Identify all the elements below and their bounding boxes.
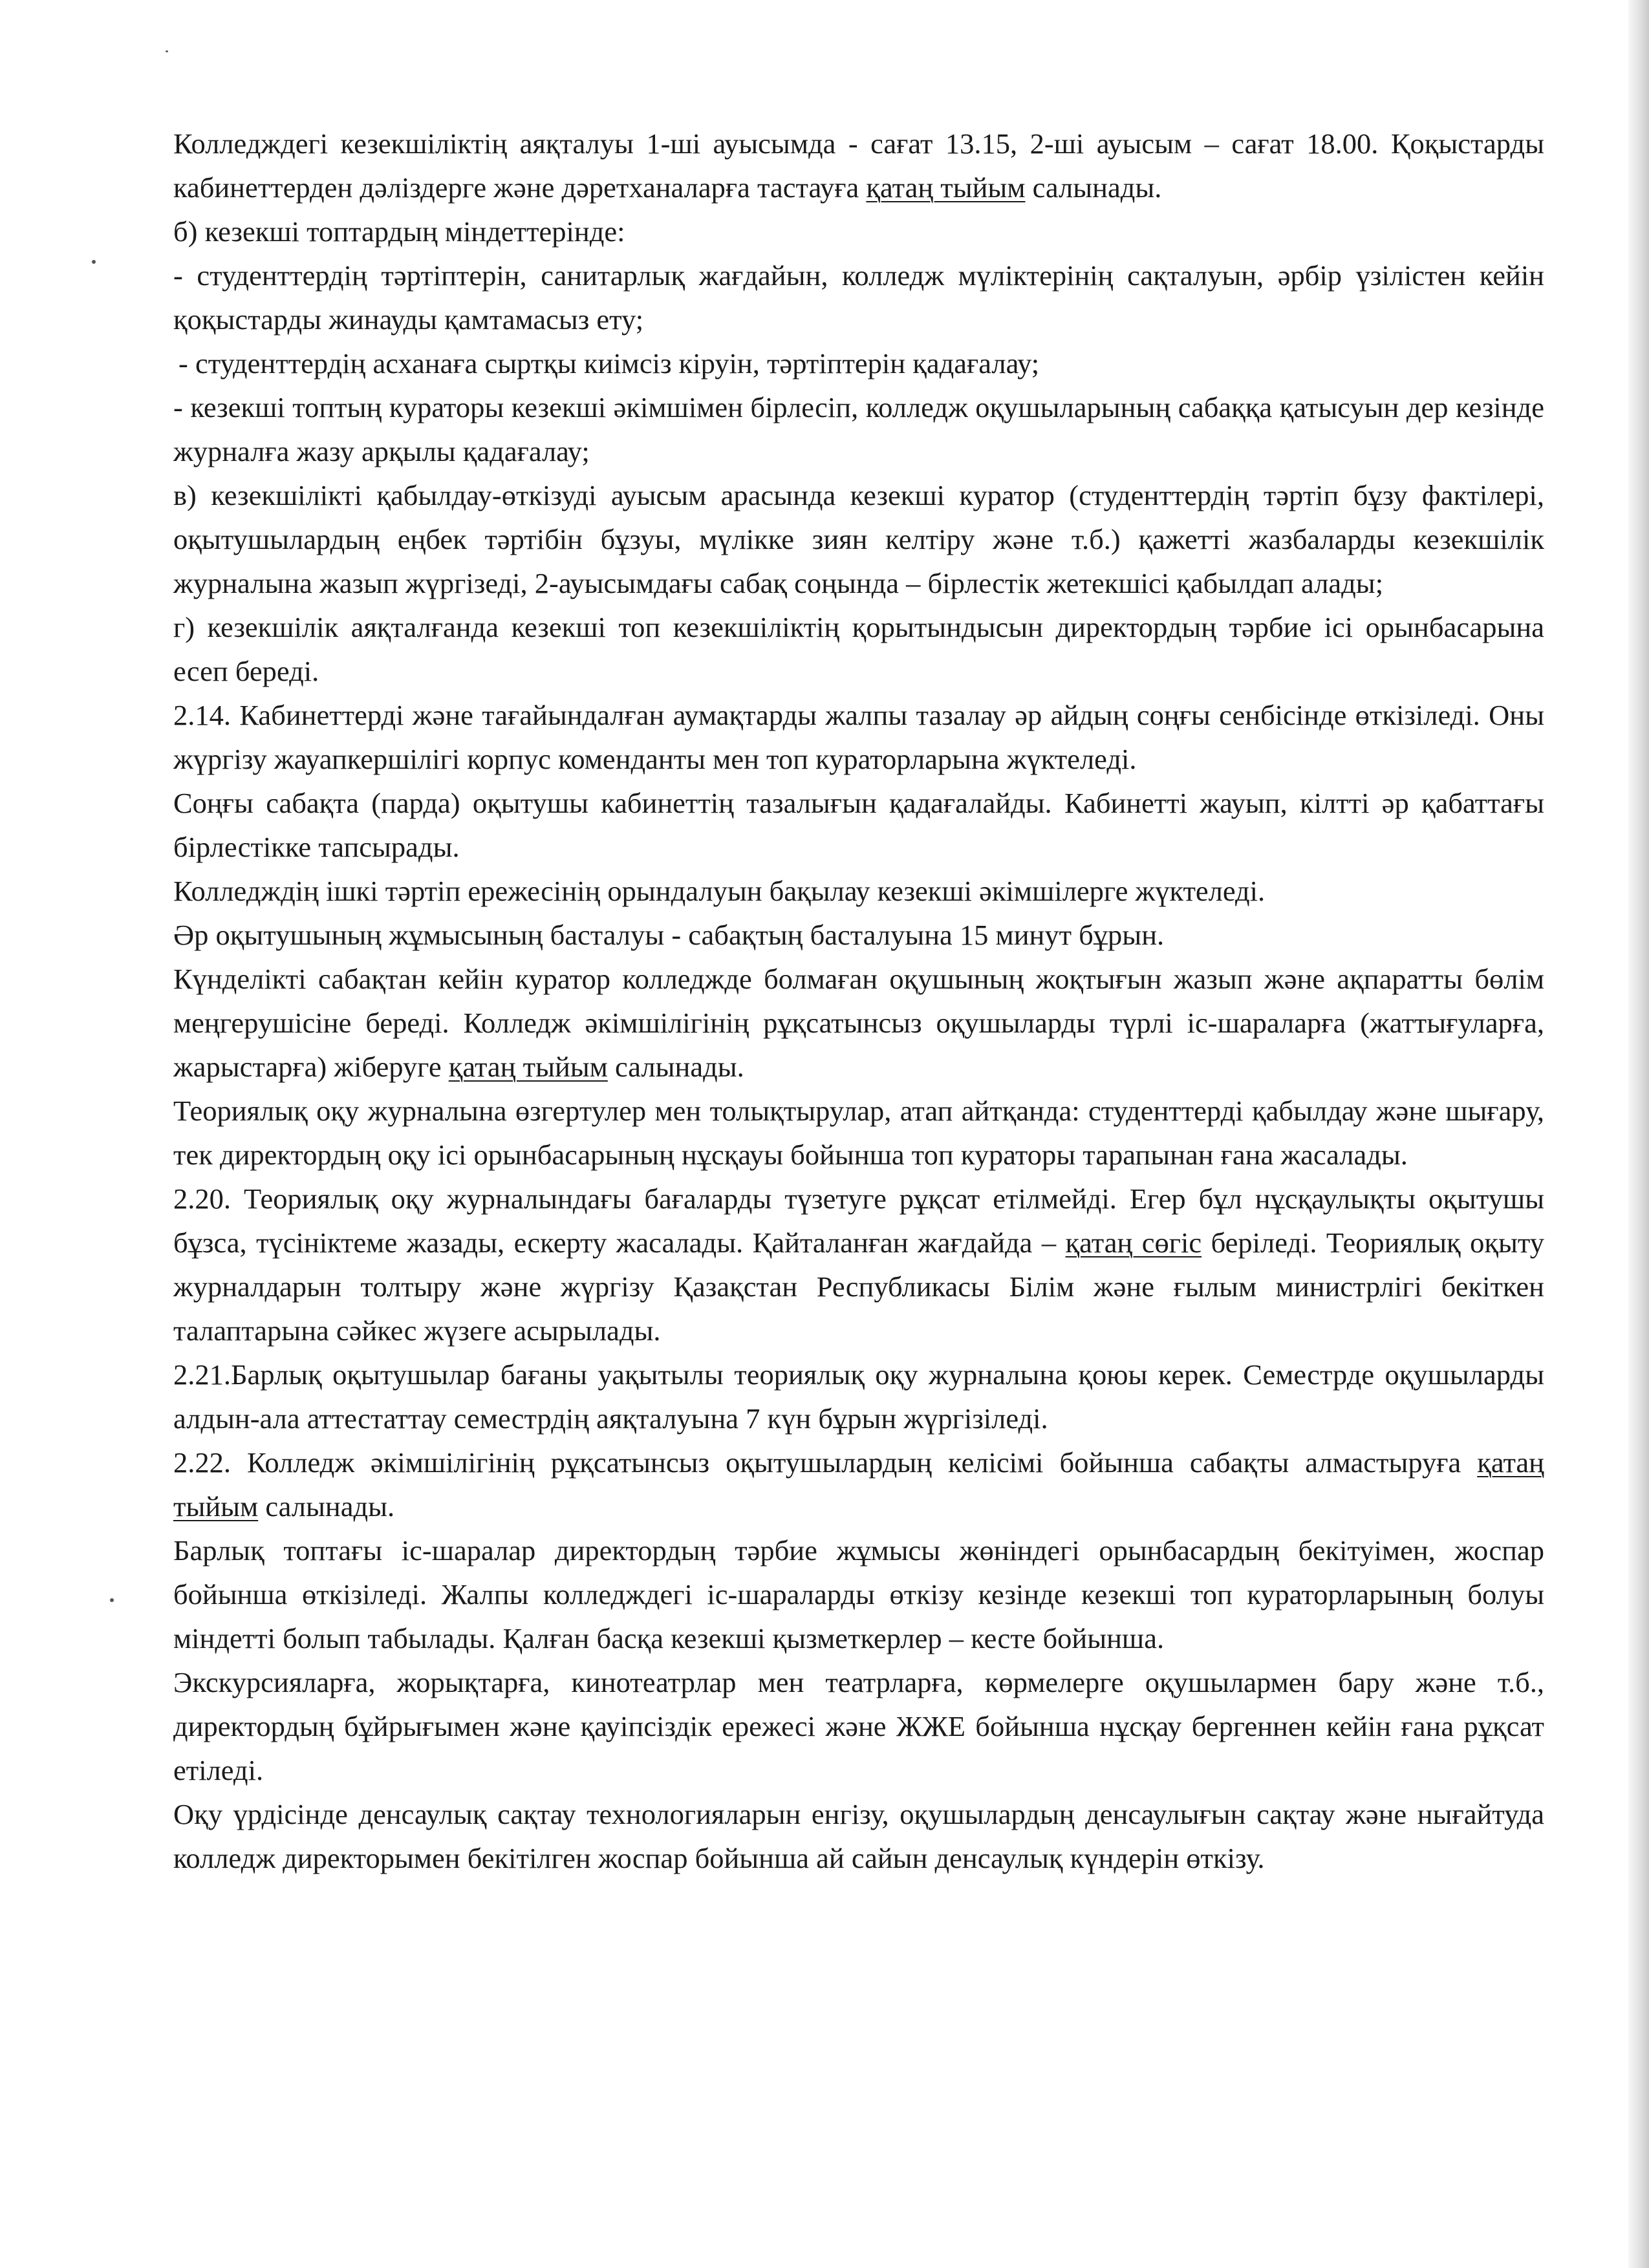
paragraph-text: 2.14. Кабинеттерді және тағайындалған аумақтарды жалпы тазалау әр айдың соңғы сенбісінде өткізіледі. Оны жүргізу жауапкершілігі корпус коменданты мен топ кураторларына жүктеледі. [173, 699, 1544, 775]
paragraph-text: 2.21.Барлық оқытушылар бағаны уақытылы теориялық оқу журналына қоюы керек. Семестрде оқушыларды алдын-ала аттестаттау семестрдің аяқталуына 7 күн бұрын жүргізіледі. [173, 1358, 1544, 1435]
paragraph-text: салынады. [1025, 171, 1162, 204]
paragraph-text: салынады. [258, 1490, 395, 1523]
paragraph-text: Әр оқытушының жұмысының басталуы - сабақтың басталуына 15 минут бұрын. [173, 919, 1165, 951]
paragraph-text: салынады. [607, 1051, 744, 1083]
paragraph [173, 209, 1544, 253]
paragraph [173, 693, 1544, 781]
scan-speck [92, 260, 96, 264]
paragraph [173, 473, 1544, 605]
paragraph [173, 1089, 1544, 1177]
paragraph-text: Күнделікті сабақтан кейін куратор колледжде болмаған оқушының жоқтығын жазып және ақпаратты бөлім меңгерушісіне береді. Колледж әкімшілігінің рұқсатынсыз оқушыларды түрлі іс-шараларға (жаттығуларға, жарыстарға) жіберуге [173, 963, 1544, 1083]
paragraph-text: Оқу үрдісінде денсаулық сақтау технологияларын енгізу, оқушылардың денсаулығын сақтау және нығайтуда колледж директорымен бекітілген жоспар бойынша ай сайын денсаулық күндерін өткізу. [173, 1798, 1544, 1874]
paragraph [173, 122, 1544, 209]
paragraph-text: - кезекші топтың кураторы кезекші әкімшімен бірлесіп, колледж оқушыларының сабаққа қатысуын дер кезінде журналға жазу арқылы қадағалау; [173, 391, 1544, 467]
document-body [173, 122, 1544, 1880]
scanned-page-edge [1631, 0, 1649, 2268]
paragraph-text: в) кезекшілікті қабылдау-өткізуді ауысым арасында кезекші куратор (студенттердің тәртіп бұзу фактілері, оқытушылардың еңбек тәртібін бұзуы, мүлікке зиян келтіру және т.б.) қажетті жазбаларды кезекшілік журналына жазып жүргізеді, 2-ауысымдағы сабақ соңында – бірлестік жетекшісі қабылдап алады; [173, 479, 1544, 599]
scan-speck [166, 50, 168, 52]
paragraph [173, 1440, 1544, 1528]
paragraph [173, 1528, 1544, 1660]
paragraph-text: Барлық топтағы іс-шаралар директордың тәрбие жұмысы жөніндегі орынбасардың бекітуімен, жоспар бойынша өткізіледі. Жалпы колледждегі іс-шараларды өткізу кезінде кезекші топ кураторларының болуы міндетті болып табылады. Қалған басқа кезекші қызметкерлер – кесте бойынша. [173, 1534, 1544, 1654]
underlined-emphasis: қатаң тыйым [866, 171, 1026, 204]
underlined-emphasis: қатаң тыйым [173, 1446, 1544, 1523]
paragraph [173, 1177, 1544, 1353]
paragraph-text: Колледждегі кезекшіліктің аяқталуы 1-ші ауысымда - сағат 13.15, 2-ші ауысым – сағат 18.00. Қоқыстарды кабинеттерден дәлiздерге және дәретханаларға тастауға [173, 127, 1544, 204]
underlined-emphasis: қатаң тыйым [448, 1051, 608, 1083]
paragraph-text: б) кезекші топтардың міндеттерінде: [173, 215, 625, 248]
paragraph [173, 605, 1544, 693]
paragraph [173, 253, 1544, 341]
paragraph-text: Теориялық оқу журналына өзгертулер мен толықтырулар, атап айтқанда: студенттерді қабылдау және шығару, тек директордың оқу ісі орынбасарының нұсқауы бойынша топ кураторы тарапынан ғана жасалады. [173, 1095, 1544, 1171]
paragraph [173, 1353, 1544, 1440]
scan-speck [110, 1598, 114, 1602]
paragraph [173, 1660, 1544, 1792]
paragraph-text: 2.22. Колледж әкімшілігінің рұқсатынсыз оқытушылардың келісімі бойынша сабақты алмастыруға [173, 1446, 1478, 1479]
paragraph-text: - студенттердің асханаға сыртқы киімсіз кіруін, тәртіптерін қадағалау; [178, 347, 1040, 380]
paragraph [173, 341, 1544, 385]
paragraph [173, 1792, 1544, 1880]
paragraph [173, 781, 1544, 869]
paragraph-text: г) кезекшілік аяқталғанда кезекші топ кезекшіліктің қорытындысын директордың тәрбие ісі орынбасарына есеп береді. [173, 611, 1544, 687]
paragraph-text: - студенттердің тәртіптерін, санитарлық жағдайын, колледж мүліктерінің сақталуын, әрбір үзілістен кейін қоқыстарды жинауды қамтамасыз ету; [173, 259, 1544, 336]
paragraph-text: 2.20. Теориялық оқу журналындағы бағаларды түзетуге рұқсат етілмейді. Егер бұл нұсқаулықты оқытушы бұзса, түсініктеме жазады, ескерту жасалады. Қайталанған жағдайда – [173, 1182, 1544, 1259]
paragraph-text: беріледі. Теориялық оқыту журналдарын толтыру және жүргізу Қазақстан Республикасы Білім және ғылым министрлігі бекіткен талаптарына сәйкес жүзеге асырылады. [173, 1226, 1544, 1347]
paragraph [173, 385, 1544, 473]
underlined-emphasis: қатаң сөгіс [1065, 1226, 1202, 1259]
paragraph [173, 957, 1544, 1089]
paragraph [173, 913, 1544, 957]
paragraph-text: Соңғы сабақта (парда) оқытушы кабинеттің тазалығын қадағалайды. Кабинетті жауып, кілтті әр қабаттағы бірлестікке тапсырады. [173, 787, 1544, 863]
paragraph-text: Колледждің ішкі тәртіп ережесінің орындалуын бақылау кезекші әкімшілерге жүктеледі. [173, 875, 1266, 907]
paragraph-text: Экскурсияларға, жорықтарға, кинотеатрлар мен театрларға, көрмелерге оқушылармен бару және т.б., директордың бұйрығымен және қауіпсіздік ережесі және ЖЖЕ бойынша нұсқау бергеннен кейін ғана рұқсат етіледі. [173, 1666, 1544, 1786]
paragraph [173, 869, 1544, 913]
